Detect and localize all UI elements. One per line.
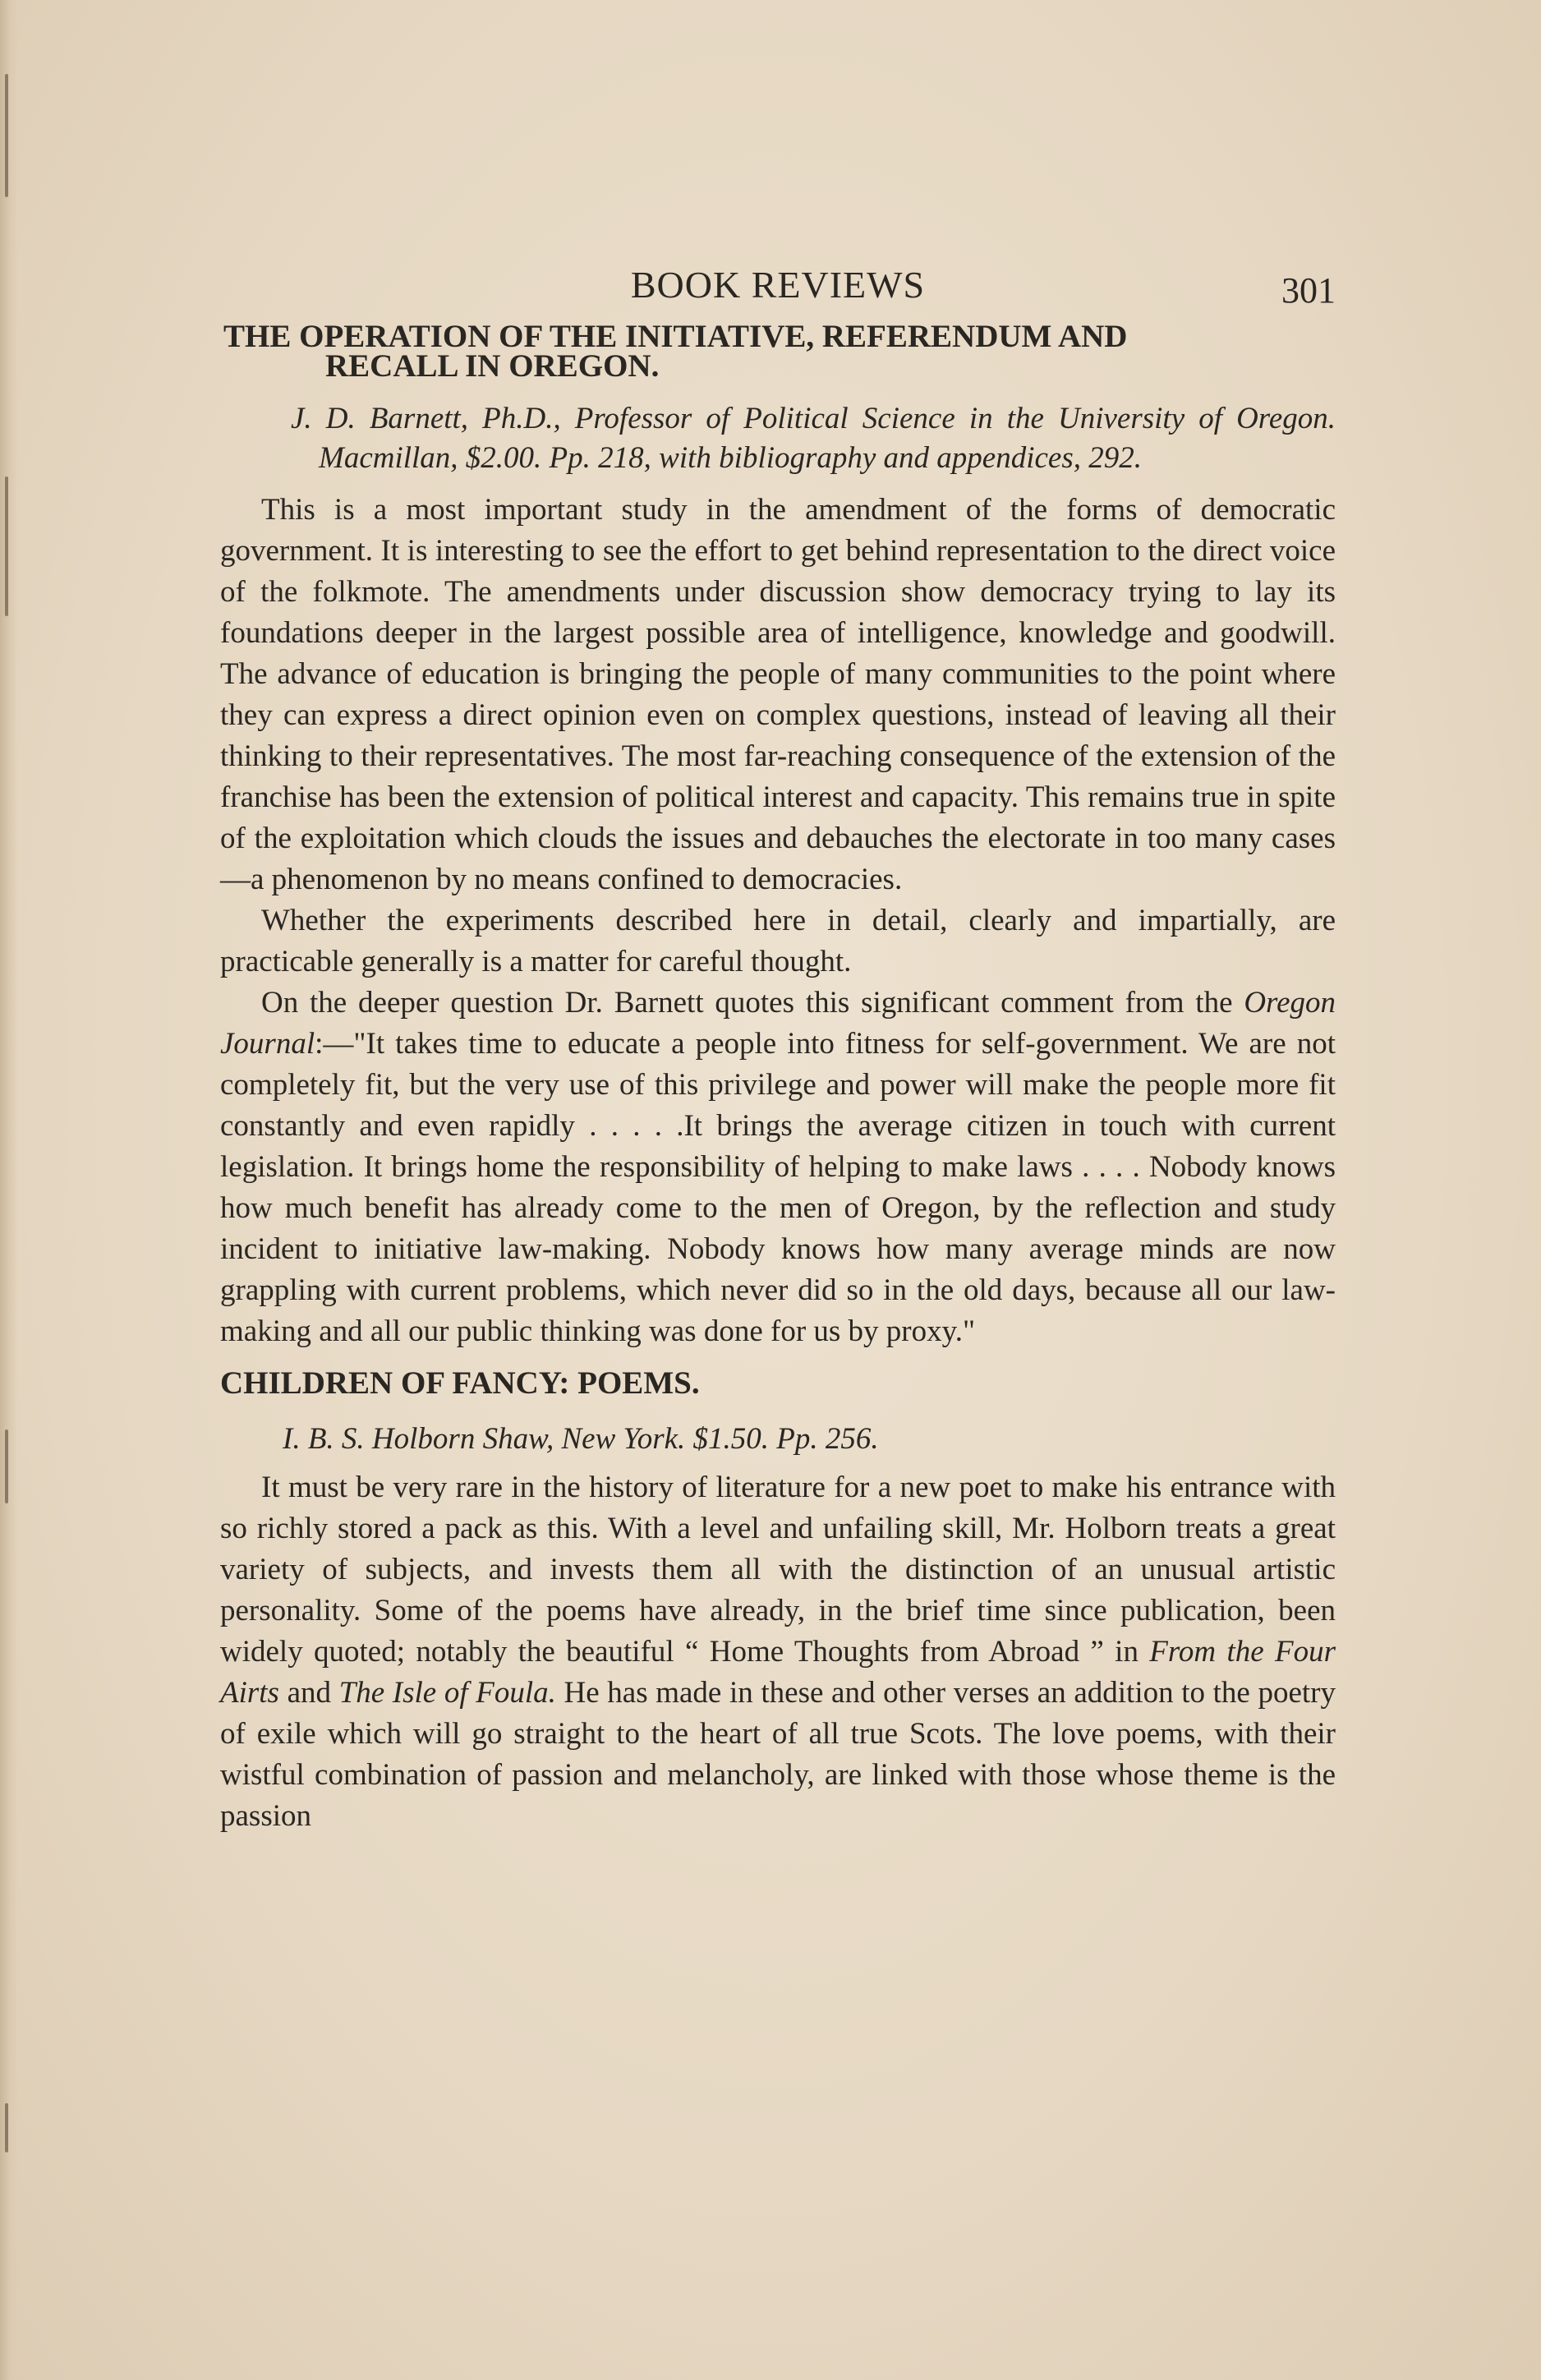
- review-citation: I. B. S. Holborn Shaw, New York. $1.50. Pp. 256.: [283, 1422, 879, 1456]
- review-heading-line1: THE OPERATION OF THE INITIATIVE, REFERENDUM AND: [223, 319, 1128, 354]
- book-page: [220, 263, 1336, 1837]
- binding-mark: [5, 476, 8, 616]
- review-paragraph: This is a most important study in the amendment of the forms of democratic government. It is interesting to see the effort to get behind representation to the direct voice of the folkmote. The amendments under discussion show democracy trying to lay its foundations deeper in the largest possible area of intelligence, knowledge and goodwill. The advance of education is bringing the people of many communities to the point where they can express a direct opinion even on complex questions, instead of leaving all their thinking to their representatives. The most far-reaching consequence of the extension of the franchise has been the extension of political interest and capacity. This remains true in spite of the exploitation which clouds the issues and debauches the electorate in too many cases—a phenomenon by no means confined to democracies.: [220, 493, 1336, 896]
- running-title: BOOK REVIEWS: [630, 264, 926, 306]
- review-paragraph: Whether the experiments described here in detail, clearly and impartially, are practicable generally is a matter for careful thought.: [220, 904, 1336, 978]
- review-paragraph: [220, 1467, 1336, 1837]
- poem-title: From the Four Airts: [220, 1635, 1336, 1710]
- quote-text: :—"It takes time to educate a people into fitness for self-government. We are not completely fit, but the very use of this privilege and power will make the people more fit constantly and even rapidly . . . . .It brings the average citizen in touch with current legislation. It brings home the responsibility of helping to make laws . . . . Nobody knows how much benefit has already come to the men of Oregon, by the reflection and study incident to initiative law-making. Nobody knows how many average minds are now grappling with current problems, which never did so in the old days, because all our law-making and all our public thinking was done for us by proxy.": [220, 1027, 1336, 1348]
- binding-mark: [5, 1429, 8, 1503]
- review-text: and: [278, 1676, 339, 1710]
- review-heading-line2: RECALL IN OREGON.: [325, 348, 660, 384]
- review-heading: CHILDREN OF FANCY: POEMS.: [220, 1365, 700, 1401]
- page-number: 301: [1281, 270, 1336, 311]
- review-text: He has made in these and other verses an addition to the poetry of exile which will go straight to the heart of all true Scots. The love poems, with their wistful combination of passion and melancholy, are linked with those whose theme is the passion: [220, 1676, 1336, 1833]
- binding-mark: [5, 2103, 8, 2152]
- review-text: It must be very rare in the history of literature for a new poet to make his entrance with so richly stored a pack as this. With a level and unfailing skill, Mr. Holborn treats a great variety of subjects, and invests them all with the distinction of an unusual artistic personality. Some of the poems have already, in the brief time since publication, been widely quoted; notably the beautiful “ Home Thoughts from Abroad ” in: [220, 1471, 1336, 1669]
- poem-title: The Isle of Foula.: [338, 1676, 556, 1710]
- running-head: [220, 263, 1336, 320]
- quote-source: Oregon Journal: [220, 986, 1336, 1061]
- review-heading: [220, 319, 1336, 384]
- review-quote-paragraph: [220, 983, 1336, 1352]
- quote-intro: On the deeper question Dr. Barnett quotes this significant comment from the: [261, 986, 1244, 1020]
- review-citation: J. D. Barnett, Ph.D., Professor of Political Science in the University of Oregon. Macmillan, $2.00. Pp. 218, with bibliography and appendices, 292.: [291, 402, 1336, 475]
- binding-edge: [0, 0, 18, 2380]
- binding-mark: [5, 74, 8, 197]
